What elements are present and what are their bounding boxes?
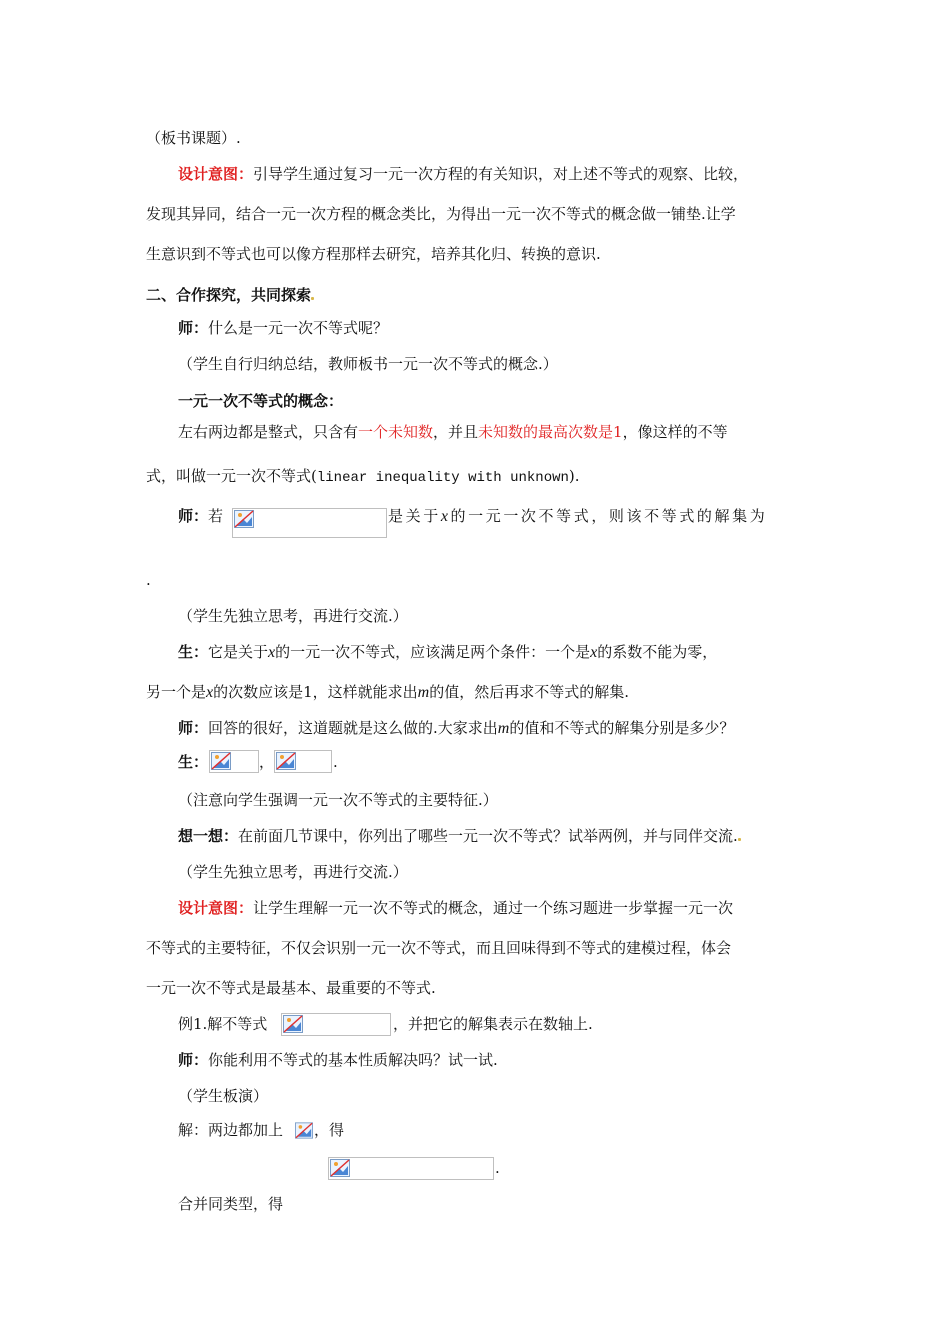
dialogue-line: 师：回答的很好，这道题就是这么做的.大家求出m的值和不等式的解集分别是多少？ — [178, 719, 735, 737]
design-intent-label: 设计意图： — [178, 899, 254, 917]
dialogue-line: 师：什么是一元一次不等式呢？ — [178, 319, 389, 337]
design-intent-label: 设计意图： — [178, 165, 254, 183]
dialogue-line: 师：你能利用不等式的基本性质解决吗？试一试. — [178, 1051, 498, 1069]
design-intent-paragraph: 设计意图：让学生理解一元一次不等式的概念，通过一个练习题进一步掌握一元一次 — [178, 899, 734, 917]
think-paragraph: 想一想：在前面几节课中，你列出了哪些一元一次不等式？试举两例，并与同伴交流. — [178, 826, 741, 846]
text-line: ，并把它的解集表示在数轴上. — [393, 1015, 593, 1033]
broken-image-icon — [283, 1015, 303, 1033]
text-line: ， — [259, 753, 275, 771]
text-line: （学生自行归纳总结，教师板书一元一次不等式的概念.） — [178, 355, 558, 373]
dialogue-line: 生： — [178, 753, 209, 771]
text-line: （注意向学生强调一元一次不等式的主要特征.） — [178, 791, 498, 809]
text-line: 式，叫做一元一次不等式(linear inequality with unknown). — [146, 467, 580, 486]
broken-image-icon — [276, 752, 296, 770]
section-heading: 二、合作探究，共同探索 — [146, 285, 314, 305]
text-line: 合并同类型，得 — [178, 1195, 284, 1213]
broken-image-icon — [330, 1159, 350, 1177]
formula-image — [274, 750, 332, 773]
student-label: 生： — [178, 643, 209, 661]
formula-image — [328, 1157, 494, 1180]
concept-heading: 一元一次不等式的概念： — [178, 392, 344, 410]
dialogue-line: 师：若 — [178, 507, 224, 525]
example-line: 例1.解不等式 — [178, 1015, 268, 1033]
text-line: 不等式的主要特征，不仅会识别一元一次不等式，而且回味得到不等式的建模过程，体会 — [146, 939, 732, 957]
text-line: . — [495, 1159, 500, 1177]
text-line: ，得 — [314, 1121, 345, 1139]
formula-image — [295, 1122, 314, 1141]
solution-line: 解：两边都加上 — [178, 1121, 284, 1139]
text-line: （学生先独立思考，再进行交流.） — [178, 607, 408, 625]
text-line: 发现其异同，结合一元一次方程的概念类比，为得出一元一次不等式的概念做一铺垫.让学 — [146, 205, 736, 223]
text-line: 是关于x的一元一次不等式，则该不等式的解集为 — [388, 507, 768, 525]
text-line: （板书课题）. — [146, 129, 241, 147]
formula-image — [281, 1013, 391, 1036]
concept-definition: 左右两边都是整式，只含有一个未知数，并且未知数的最高次数是1，像这样的不等 — [178, 423, 728, 441]
broken-image-icon — [234, 510, 254, 528]
formula-image — [232, 508, 387, 538]
text-line: . — [333, 753, 338, 771]
text-line: 生意识到不等式也可以像方程那样去研究，培养其化归、转换的意识. — [146, 245, 601, 263]
dialogue-line: 生：它是关于x的一元一次不等式，应该满足两个条件：一个是x的系数不能为零， — [178, 643, 718, 661]
think-label: 想一想： — [178, 827, 239, 845]
text-line: 另一个是x的次数应该是1，这样就能求出m的值，然后再求不等式的解集. — [146, 683, 630, 701]
text-line: . — [146, 571, 151, 589]
broken-image-icon — [295, 1122, 313, 1139]
broken-image-icon — [211, 752, 231, 770]
text-line: 一元一次不等式是最基本、最重要的不等式. — [146, 979, 436, 997]
teacher-label: 师： — [178, 319, 209, 337]
text-line: （学生先独立思考，再进行交流.） — [178, 863, 408, 881]
design-intent-paragraph: 设计意图：引导学生通过复习一元一次方程的有关知识，对上述不等式的观察、比较， — [178, 165, 749, 183]
formula-image — [209, 750, 259, 773]
text-line: （学生板演） — [178, 1087, 269, 1105]
